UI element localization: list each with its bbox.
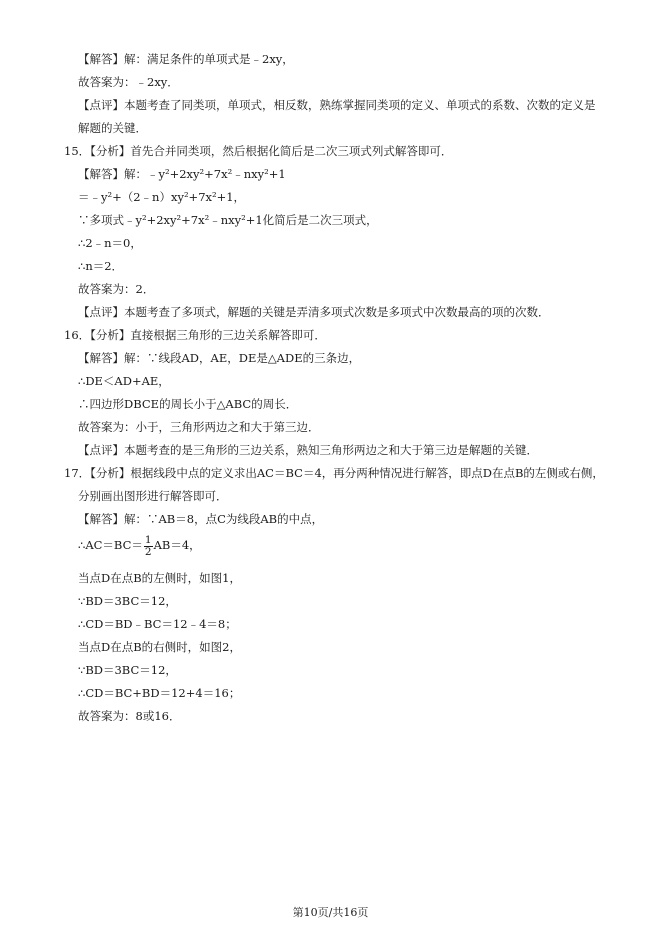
text-line: 故答案为：2． xyxy=(78,282,155,296)
text-line: 当点D在点B的左侧时，如图1， xyxy=(78,571,241,585)
text-line: 故答案为：小于，三角形两边之和大于第三边． xyxy=(78,420,320,434)
text-line: 分别画出图形进行解答即可． xyxy=(78,489,228,503)
text-line: ∴CD＝BC+BD＝12+4＝16； xyxy=(78,686,241,700)
text-line: ∴DE＜AD+AE， xyxy=(78,374,170,388)
text-line: 17．【分析】根据线段中点的定义求出AC＝BC＝4，再分两种情况进行解答，即点D在点B的左侧或右侧， xyxy=(64,466,604,480)
fraction-one-half xyxy=(144,535,153,558)
text-line: 【解答】解：∵线段AD，AE，DE是△ADE的三条边， xyxy=(78,351,361,365)
text-line: ∴n＝2． xyxy=(78,259,124,273)
text-line: 当点D在点B的右侧时，如图2， xyxy=(78,640,241,654)
text-line: ∵多项式﹣y²+2xy²+7x²﹣nxy²+1化简后是二次三项式， xyxy=(78,213,378,227)
text-line: 故答案为：8或16． xyxy=(78,709,181,723)
fraction-equation xyxy=(78,533,201,558)
fraction-numerator: 1 xyxy=(144,533,152,546)
text-line: ∵BD＝3BC＝12， xyxy=(78,663,177,677)
text-line: 故答案为：﹣2xy． xyxy=(78,75,179,89)
text-line: ∴CD＝BD﹣BC＝12﹣4＝8； xyxy=(78,617,237,631)
text-line: 【解答】解：﹣y²+2xy²+7x²﹣nxy²+1 xyxy=(78,167,286,181)
text-line: ∵BD＝3BC＝12， xyxy=(78,594,177,608)
text-line: 【点评】本题考查的是三角形的三边关系，熟知三角形两边之和大于第三边是解题的关键． xyxy=(78,443,538,457)
text-line: 【解答】解：满足条件的单项式是﹣2xy， xyxy=(78,52,294,66)
text-line: 【点评】本题考查了同类项，单项式，相反数，熟练掌握同类项的定义、单项式的系数、次数的定义是 xyxy=(78,98,596,112)
text-line: 15．【分析】首先合并同类项，然后根据化简后是二次三项式列式解答即可． xyxy=(64,144,453,158)
text-line: ∴2﹣n＝0， xyxy=(78,236,142,250)
text-line: 【解答】解：∵AB＝8，点C为线段AB的中点， xyxy=(78,512,324,526)
text-line: ＝﹣y²+（2﹣n）xy²+7x²+1， xyxy=(78,190,246,204)
fraction-suffix: AB＝4， xyxy=(153,538,201,552)
text-line: 【点评】本题考查了多项式，解题的关键是弄清多项式次数是多项式中次数最高的项的次数． xyxy=(78,305,550,319)
fraction-denominator: 2 xyxy=(144,545,152,558)
text-line: 解题的关键． xyxy=(78,121,147,135)
page-footer: 第10页/共16页 xyxy=(292,906,369,919)
fraction-prefix: ∴AC＝BC＝ xyxy=(78,538,143,552)
text-line: ∴四边形DBCE的周长小于△ABC的周长． xyxy=(78,397,298,411)
text-line: 16．【分析】直接根据三角形的三边关系解答即可． xyxy=(64,328,326,342)
